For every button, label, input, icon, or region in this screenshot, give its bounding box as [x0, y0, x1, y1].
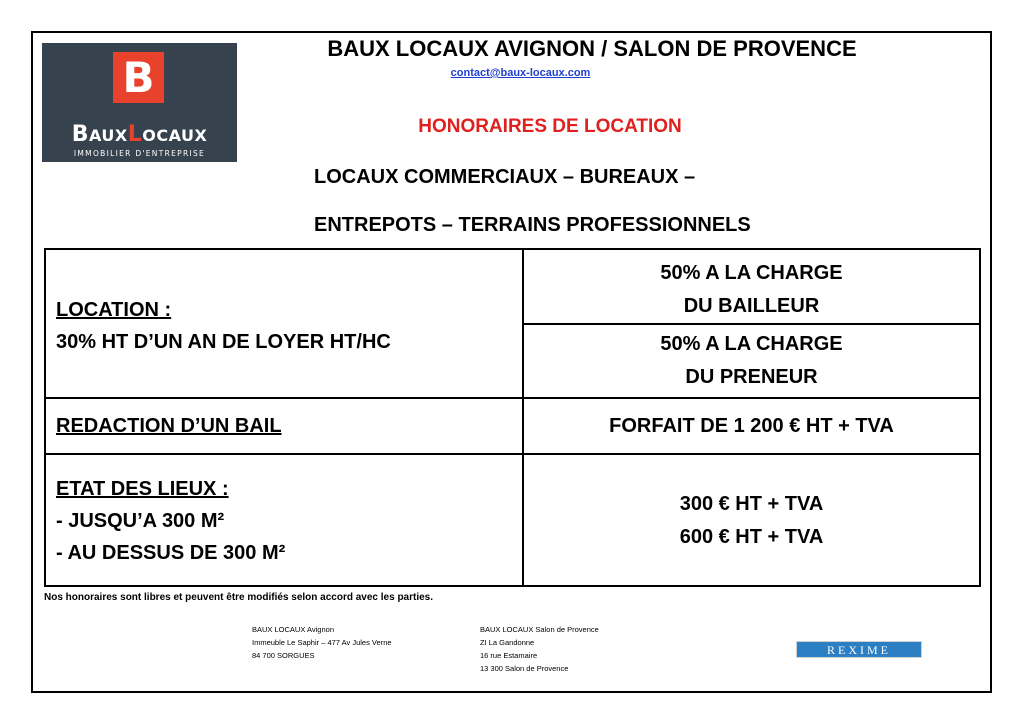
subtitle-line-1: LOCAUX COMMERCIAUX – BUREAUX –	[314, 166, 696, 188]
logo-tagline: IMMOBILIER D'ENTREPRISE	[73, 149, 206, 158]
etat-price-2: 600 € HT + TVA	[679, 526, 824, 548]
fees-note: Nos honoraires sont libres et peuvent être modifiés selon accord avec les parties.	[44, 592, 434, 603]
bail-price: FORFAIT DE 1 200 € HT + TVA	[609, 415, 894, 437]
bail-cell	[56, 410, 282, 442]
page-title: BAUX LOCAUX AVIGNON / SALON DE PROVENCE	[327, 36, 857, 61]
preneur-cell: 50% A LA CHARGE DU PRENEUR	[660, 333, 843, 388]
etat-line-2: - AU DESSUS DE 300 M²	[56, 542, 286, 564]
fees-table	[44, 248, 981, 587]
etat-label: ETAT DES LIEUX :	[56, 478, 229, 500]
bail-label: REDACTION D’UN BAIL	[56, 415, 282, 437]
location-detail: 30% HT D’UN AN DE LOYER HT/HC	[56, 331, 391, 353]
address-salon: BAUX LOCAUX Salon de Provence ZI La Gandonne 16 rue Estamaire 13 300 Salon de Provence	[480, 625, 599, 673]
rexime-logo: REXIME	[796, 641, 922, 658]
address-avignon: BAUX LOCAUX Avignon Immeuble Le Saphir – 477 Av Jules Verne 84 700 SORGUES	[252, 625, 392, 660]
etat-line-1: - JUSQU’A 300 M²	[56, 510, 225, 532]
email-link[interactable]: contact@baux-locaux.com	[450, 67, 591, 79]
section-title: HONORAIRES DE LOCATION	[418, 116, 682, 137]
row-divider-1	[46, 397, 979, 399]
etat-prices	[524, 488, 979, 554]
logo-mark: B	[113, 52, 164, 103]
bauxlocaux-logo	[42, 43, 237, 162]
etat-cell	[56, 473, 285, 569]
location-label: LOCATION :	[56, 299, 172, 321]
row-divider-2	[46, 453, 979, 455]
location-cell	[56, 294, 391, 358]
bailleur-cell: 50% A LA CHARGE DU BAILLEUR	[660, 262, 843, 317]
etat-price-1: 300 € HT + TVA	[679, 493, 824, 515]
row-divider-right	[524, 323, 979, 325]
subtitle-line-2: ENTREPOTS – TERRAINS PROFESSIONNELS	[314, 214, 751, 236]
logo-brand: BAUXLOCAUX	[71, 122, 208, 147]
